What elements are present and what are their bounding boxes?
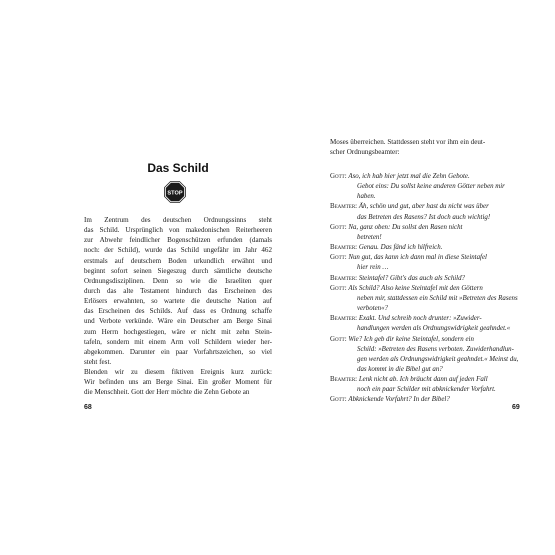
utterance-line: gen werden als Ordnungswidrigkeit geahndet.« Meinst du, xyxy=(357,355,519,363)
body-line: steht fest. xyxy=(84,357,112,366)
utterance-line: das kommt in die Bibel gut an? xyxy=(357,365,443,373)
body-line: durch das alte Testament hindurch das Erscheinen des xyxy=(84,286,272,295)
dialogue xyxy=(330,172,522,406)
speaker-label: Gott: xyxy=(330,254,347,262)
utterance-line: neben mir, stattdessen ein Schild mit »Betreten des Rasens xyxy=(357,294,518,302)
dialogue-entry xyxy=(330,202,522,222)
utterance-line: Nun gut, das kann ich dann mal in diese Steintafel xyxy=(348,254,487,262)
dialogue-entry xyxy=(330,314,522,334)
body-line: Erlösers erwahnten, so wartete die deutsche Nation auf xyxy=(84,297,272,306)
utterance-line: Steintafel? Gibt's das auch als Schild? xyxy=(358,274,465,282)
utterance-line: Na, ganz oben: Du sollst den Rasen nicht xyxy=(348,223,463,231)
utterance-line: Genau. Das fänd ich hilfreich. xyxy=(358,244,443,252)
dialogue-entry xyxy=(330,223,522,243)
body-line: Ordnungsdisziplinen. Denn so wie die Israeliten quer xyxy=(84,276,272,285)
speaker-label: Beamter: xyxy=(330,376,358,384)
utterance-line: betreten! xyxy=(357,233,382,241)
body-line: Blenden wir zu diesem fiktiven Ereignis kurz zurück: xyxy=(84,368,272,377)
utterance-line: noch ein paar Schilder mit abknickender Vorfahrt. xyxy=(357,386,496,394)
speaker-label: Gott: xyxy=(330,396,347,404)
utterance-line: hier rein … xyxy=(357,264,389,272)
speaker-label: Gott: xyxy=(330,223,347,231)
body-line: das Schild. Ursprünglich von makedonischen Reiterheeren xyxy=(84,226,272,235)
dialogue-entry xyxy=(330,395,522,405)
body-line: Wir befinden uns am Berge Sinai. Ein großer Moment für xyxy=(84,378,272,387)
utterance-line: haben. xyxy=(357,193,376,201)
utterance-line: verboten«? xyxy=(357,305,388,313)
right-page xyxy=(278,0,555,555)
page-number-right: 69 xyxy=(512,404,520,411)
utterance-line: Gebot eins: Du sollst keine anderen Götter neben mir xyxy=(357,183,505,191)
stop-sign-text: STOP xyxy=(167,190,183,197)
utterance-line: Äh, schön und gut, aber hast du nicht was über xyxy=(358,203,489,211)
speaker-label: Beamter: xyxy=(330,315,358,323)
body-line: noch: der Schild), wurde das Schild ungefähr im Jahr 462 xyxy=(84,246,272,255)
body-line: beginnt sofort seinen Siegeszug durch sämtliche deutsche xyxy=(84,266,272,275)
dialogue-entry xyxy=(330,375,522,395)
utterance-line: Als Schild? Also keine Steintafel mit den Göttern xyxy=(348,284,483,292)
body-line: tafeln, sondern mit einem Arm voll Schildern wieder her- xyxy=(84,337,272,346)
dialogue-entry xyxy=(330,243,522,253)
chapter-title: Das Schild xyxy=(147,161,209,175)
body-line: die Menschheit. Gott der Herr möchte die Zehn Gebote an xyxy=(84,388,250,397)
body-line: abgekommen. Darunter ein paar Vorfahrtszeichen, so viel xyxy=(84,347,272,356)
dialogue-entry xyxy=(330,172,522,202)
utterance-line: Aso, ich hab hier jetzt mal die Zehn Gebote. xyxy=(348,173,470,180)
dialogue-entry xyxy=(330,274,522,284)
intro-line: Moses überreichen. Stattdessen steht vor ihm ein deut- xyxy=(330,138,486,146)
left-body-text xyxy=(84,215,272,398)
utterance-line: Schild: »Betreten des Rasens verboten. Zuwiderhandlun- xyxy=(357,345,514,353)
page-number-left: 68 xyxy=(84,404,92,411)
speaker-label: Beamter: xyxy=(330,203,358,211)
utterance-line: Lenk nicht ab. Ich bräucht dann auf jeden Fall xyxy=(358,376,488,384)
speaker-label: Gott: xyxy=(330,173,347,180)
body-line: und Verbote verkünde. Wäre ein Deutscher am Berge Sinai xyxy=(84,317,272,326)
utterance-line: das Betreten des Rasens? Ist doch auch wichtig! xyxy=(357,213,491,221)
dialogue-entry xyxy=(330,335,522,376)
speaker-label: Gott: xyxy=(330,284,347,292)
dialogue-entry xyxy=(330,253,522,273)
stop-sign-icon xyxy=(164,181,186,203)
speaker-label: Beamter: xyxy=(330,274,358,282)
intro-line: scher Ordnungsbeamter: xyxy=(330,148,400,157)
speaker-label: Beamter: xyxy=(330,244,358,252)
body-line: zur Abwehr feindlicher Bogenschützen erfunden (damals xyxy=(84,236,272,245)
body-line: Im Zentrum des deutschen Ordnungssinns steht xyxy=(84,216,272,224)
utterance-line: handlungen werden als Ordnungswidrigkeit geahndet.« xyxy=(357,325,511,333)
speaker-label: Gott: xyxy=(330,335,347,343)
utterance-line: Abknickende Vorfahrt? In der Bibel? xyxy=(348,396,450,404)
body-line: das Erscheinen des Schilds. Auf dass es Ordnung schaffe xyxy=(84,307,272,316)
utterance-line: Wie? Ich geb dir keine Steintafel, sondern ein xyxy=(348,335,474,343)
right-intro-text xyxy=(330,137,516,158)
body-line: erstmals auf deutschem Boden urkundlich erwähnt und xyxy=(84,256,272,265)
dialogue-entry xyxy=(330,284,522,314)
body-line: zum Herrn hochgestiegen, wäre er nicht mit zehn Stein- xyxy=(84,327,272,336)
utterance-line: Exakt. Und schreib noch drunter: »Zuwider- xyxy=(358,315,482,323)
